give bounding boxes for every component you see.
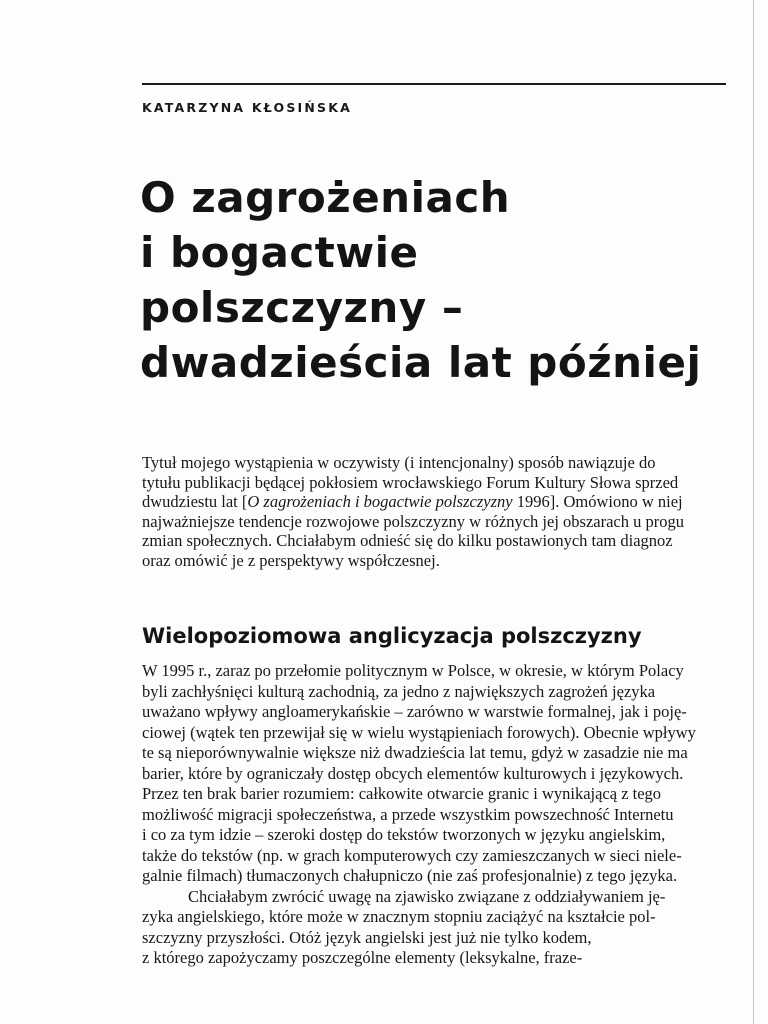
section-paragraph (142, 661, 732, 969)
text-line: dwudziestu lat [O zagrożeniach i bogactwie polszczyzny 1996]. Omówiono w niej (142, 492, 683, 511)
section-heading: Wielopoziomowa anglicyzacja polszczyzny (142, 624, 642, 648)
text-line: możliwość migracji społeczeństwa, a przede wszystkim powszechność Internetu (142, 804, 674, 824)
text-line: te są nieporównywalnie większe niż dwadzieścia lat temu, gdyż w zasadzie nie ma (142, 743, 688, 762)
title-line: i bogactwie (140, 228, 419, 277)
header-rule (142, 83, 726, 85)
author-name: KATARZYNA KŁOSIŃSKA (142, 100, 353, 115)
text-line: zyka angielskiego, które może w znacznym stopniu zaciążyć na kształcie pol- (142, 907, 656, 926)
article-title (140, 170, 740, 390)
text-line: barier, które by ograniczały dostęp obcych elementów kulturowych i językowych. (142, 763, 684, 783)
cited-title: O zagrożeniach i bogactwie polszczyzny (247, 492, 513, 511)
text-line: zmian społecznych. Chciałabym odnieść się do kilku postawionych tam diagnoz (142, 531, 673, 550)
text-line: oraz omówić je z perspektywy współczesnej. (142, 550, 440, 570)
text-line: tytułu publikacji będącej pokłosiem wrocławskiego Forum Kultury Słowa sprzed (142, 472, 679, 492)
text-line: W 1995 r., zaraz po przełomie politycznym w Polsce, w okresie, w którym Polacy (142, 661, 684, 680)
scan-page-edge (753, 0, 754, 1024)
text-line: uważano wpływy angloamerykańskie – zarówno w warstwie formalnej, jak i poję- (142, 702, 687, 721)
text-line: z którego zapożyczamy poszczególne elementy (leksykalne, fraze- (142, 948, 583, 967)
text-line: Przez ten brak barier rozumiem: całkowite otwarcie granic i wynikającą z tego (142, 784, 662, 803)
text-line: galnie filmach) tłumaczonych chałupniczo (nie zaś profesjonalnie) z tego języka. (142, 866, 678, 885)
text-line: szczyzny przyszłości. Otóż język angielski jest już nie tylko kodem, (142, 927, 592, 947)
title-line: O zagrożeniach (140, 173, 511, 222)
text-line: także do tekstów (np. w grach komputerowych czy zamieszczanych w sieci niele- (142, 845, 682, 865)
intro-paragraph (142, 453, 732, 570)
text-line: Tytuł mojego wystąpienia w oczywisty (i intencjonalny) sposób nawiązuje do (142, 453, 656, 472)
text-line: najważniejsze tendencje rozwojowe polszczyzny w różnych jej obszarach u progu (142, 511, 684, 531)
text-line: i co za tym idzie – szeroki dostęp do tekstów tworzonych w języku angielskim, (142, 825, 666, 844)
title-line: polszczyzny – (140, 283, 464, 332)
text-line: Chciałabym zwrócić uwagę na zjawisko związane z oddziaływaniem ję- (188, 886, 666, 906)
text-line: byli zachłyśnięci kulturą zachodnią, za jedno z największych zagrożeń języka (142, 681, 656, 701)
text-line: ciowej (wątek ten przewijał się w wielu wystąpieniach forowych). Obecnie wpływy (142, 722, 696, 742)
title-line: dwadzieścia lat później (140, 338, 702, 387)
